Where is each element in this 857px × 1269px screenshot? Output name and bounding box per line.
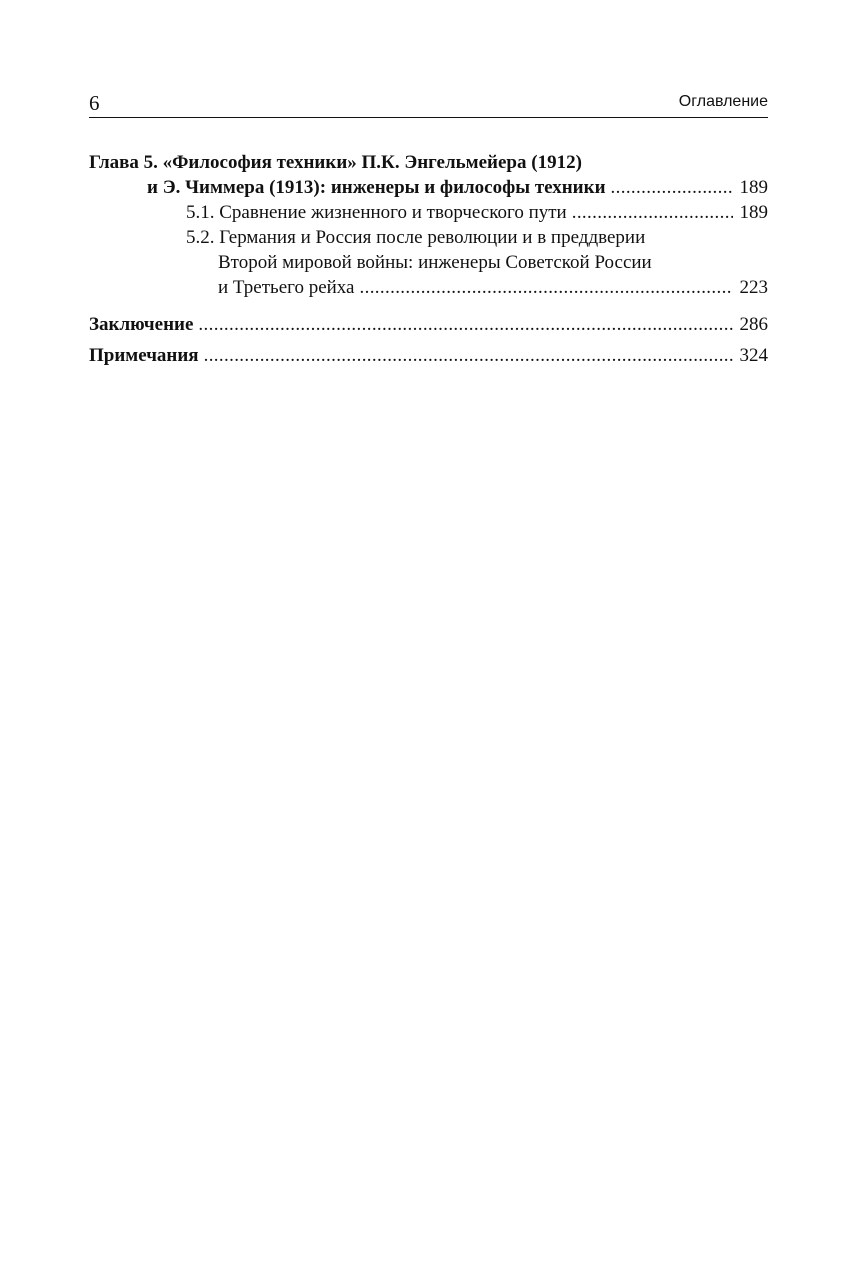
chapter-5-title-line-2: и Э. Чиммера (1913): инженеры и философы техники: [147, 177, 606, 198]
page-number: 6: [89, 91, 100, 115]
toc-entry-conclusion[interactable]: [89, 312, 768, 337]
notes-page: 324: [739, 345, 768, 366]
section-5-2-title-line-1: 5.2. Германия и Россия после революции и в преддверии: [186, 227, 646, 248]
running-title: Оглавление: [678, 93, 768, 110]
chapter-5-title-line-1: Глава 5. «Философия техники» П.К. Энгельмейера (1912): [89, 152, 582, 173]
section-5-1-page: 189: [739, 202, 768, 223]
chapter-5-page: 189: [739, 177, 768, 198]
chapter-5-title-line-2-row: [89, 175, 768, 200]
toc-entry-section-5-2[interactable]: [89, 225, 768, 300]
section-5-2-page: 223: [739, 277, 768, 298]
conclusion-page: 286: [739, 314, 768, 335]
toc-entry-chapter-5[interactable]: [89, 150, 768, 200]
dot-leader: [198, 312, 732, 337]
toc-entry-section-5-1[interactable]: [89, 200, 768, 225]
table-of-contents: [89, 150, 768, 368]
section-5-2-title-line-2: Второй мировой войны: инженеры Советской России: [218, 252, 652, 273]
dot-leader: [204, 343, 733, 368]
dot-leader: [360, 275, 733, 300]
notes-title: Примечания: [89, 345, 199, 366]
section-5-2-title-line-3-row: [89, 275, 768, 300]
header-divider: [89, 117, 768, 118]
section-5-1-title: 5.1. Сравнение жизненного и творческого пути: [186, 202, 567, 223]
conclusion-title: Заключение: [89, 314, 194, 335]
toc-entry-notes[interactable]: [89, 343, 768, 368]
dot-leader: [611, 175, 733, 200]
section-5-2-title-line-3: и Третьего рейха: [218, 277, 355, 298]
dot-leader: [572, 200, 733, 225]
